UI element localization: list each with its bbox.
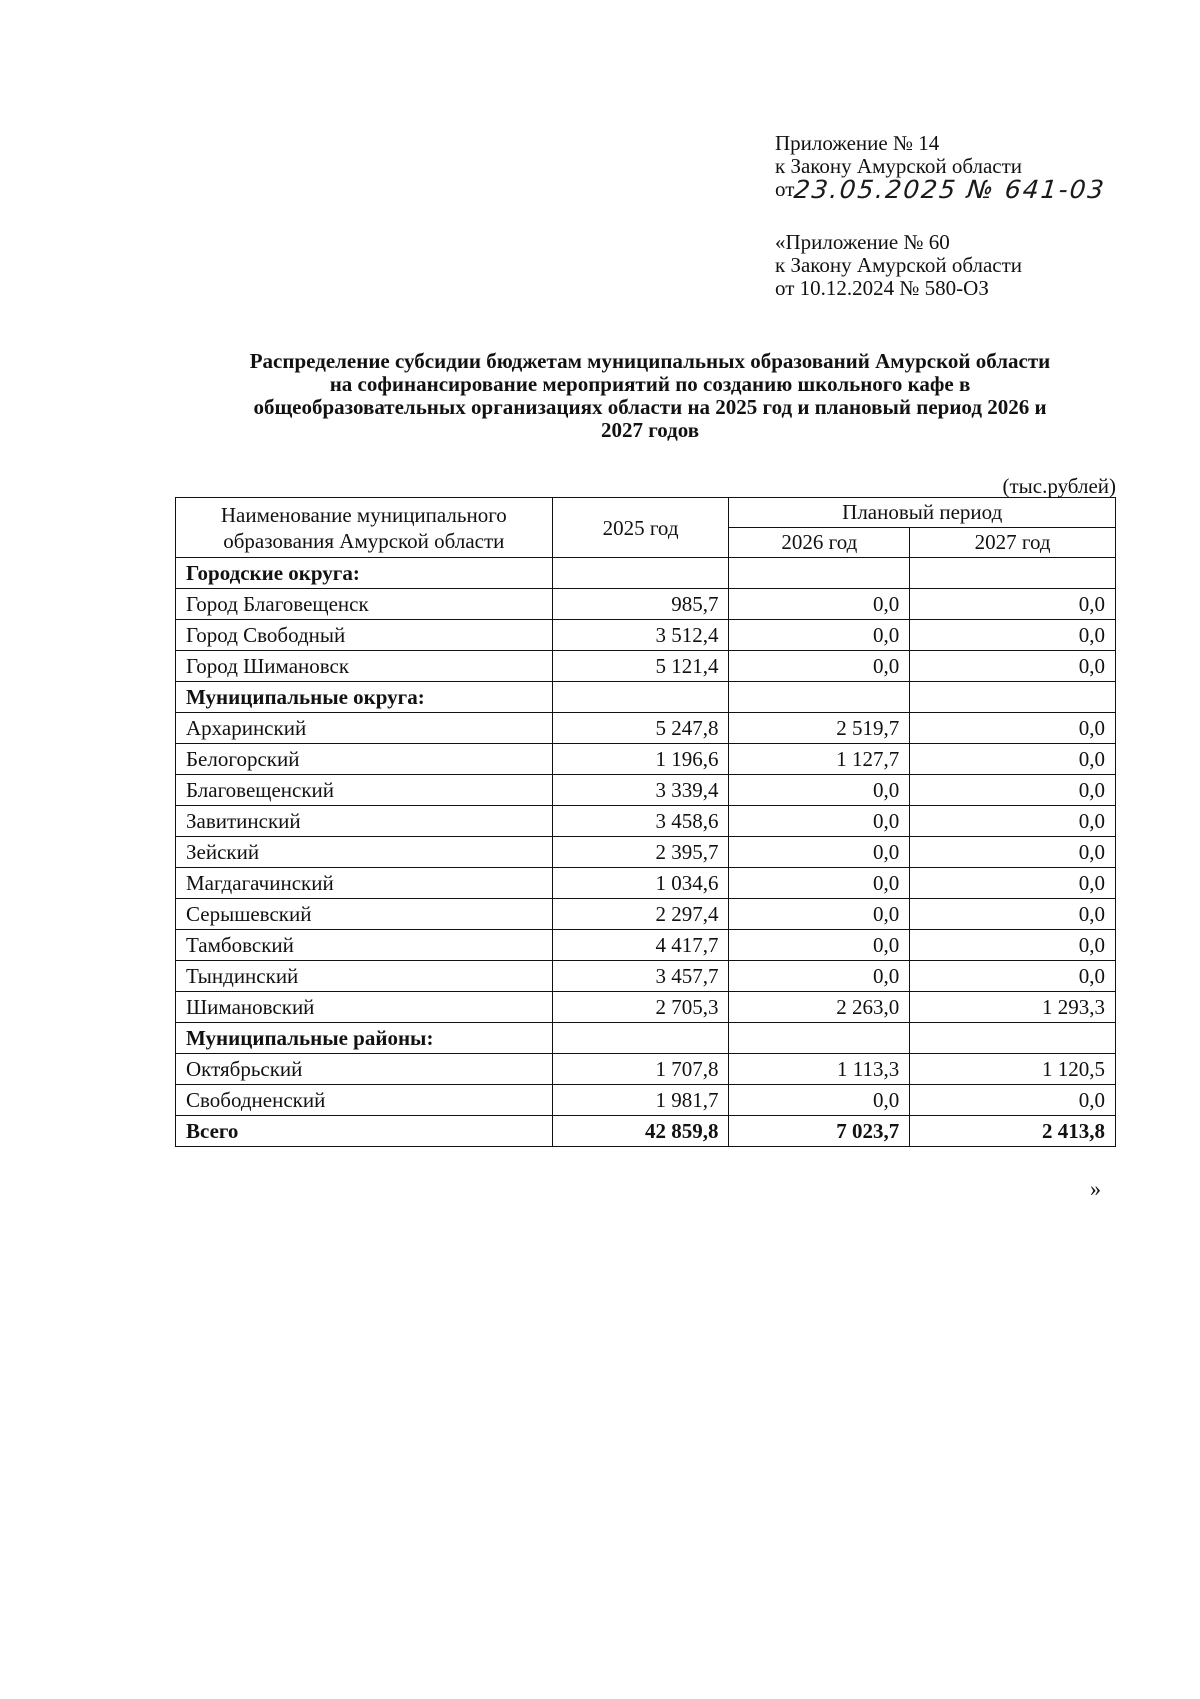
value-2026: 0,0 bbox=[729, 806, 910, 837]
value-2025: 3 458,6 bbox=[552, 806, 729, 837]
value-2025: 3 457,7 bbox=[552, 961, 729, 992]
group-header-row bbox=[176, 682, 1116, 713]
value-2026: 1 127,7 bbox=[729, 744, 910, 775]
table-row bbox=[176, 775, 1116, 806]
value-2027: 1 120,5 bbox=[910, 1054, 1116, 1085]
value-2026 bbox=[729, 682, 910, 713]
value-2025: 1 981,7 bbox=[552, 1085, 729, 1116]
table-row bbox=[176, 1054, 1116, 1085]
value-2027: 0,0 bbox=[910, 837, 1116, 868]
value-2027: 0,0 bbox=[910, 806, 1116, 837]
value-2025: 5 247,8 bbox=[552, 713, 729, 744]
value-2026 bbox=[729, 558, 910, 589]
title-line-2: на софинансирование мероприятий по созданию школьного кафе в bbox=[329, 372, 971, 396]
table-row bbox=[176, 620, 1116, 651]
appendix-date-line bbox=[775, 175, 1108, 204]
value-2025 bbox=[552, 682, 729, 713]
appendix-date-prefix: от bbox=[775, 177, 795, 201]
prev-appendix-number: «Приложение № 60 bbox=[775, 230, 950, 254]
municipality-name: Город Шимановск bbox=[176, 651, 553, 682]
municipality-name: Архаринский bbox=[176, 713, 553, 744]
total-2026: 7 023,7 bbox=[729, 1116, 910, 1147]
value-2026: 0,0 bbox=[729, 899, 910, 930]
header-planned-period: Плановый период bbox=[729, 498, 1116, 528]
table-row bbox=[176, 930, 1116, 961]
prev-appendix-date: от 10.12.2024 № 580-ОЗ bbox=[775, 276, 989, 300]
value-2026: 2 263,0 bbox=[729, 992, 910, 1023]
prev-appendix-law-ref: к Закону Амурской области bbox=[775, 253, 1023, 277]
municipality-name: Серышевский bbox=[176, 899, 553, 930]
value-2027: 0,0 bbox=[910, 899, 1116, 930]
value-2026: 0,0 bbox=[729, 961, 910, 992]
table-row bbox=[176, 837, 1116, 868]
table-row bbox=[176, 961, 1116, 992]
value-2025: 2 705,3 bbox=[552, 992, 729, 1023]
value-2026: 0,0 bbox=[729, 651, 910, 682]
municipality-name: Магдагачинский bbox=[176, 868, 553, 899]
header-2027: 2027 год bbox=[910, 528, 1116, 558]
total-row bbox=[176, 1116, 1116, 1147]
value-2027: 0,0 bbox=[910, 744, 1116, 775]
header-2026: 2026 год bbox=[729, 528, 910, 558]
value-2025: 1 034,6 bbox=[552, 868, 729, 899]
value-2025: 3 512,4 bbox=[552, 620, 729, 651]
value-2025: 1 196,6 bbox=[552, 744, 729, 775]
appendix-law-ref: к Закону Амурской области bbox=[775, 154, 1023, 178]
municipality-name: Свободненский bbox=[176, 1085, 553, 1116]
value-2027: 0,0 bbox=[910, 713, 1116, 744]
total-2027: 2 413,8 bbox=[910, 1116, 1116, 1147]
value-2027: 0,0 bbox=[910, 1085, 1116, 1116]
value-2025: 2 297,4 bbox=[552, 899, 729, 930]
value-2025: 5 121,4 bbox=[552, 651, 729, 682]
closing-quote: » bbox=[1090, 1176, 1101, 1201]
municipality-name: Зейский bbox=[176, 837, 553, 868]
value-2026: 0,0 bbox=[729, 589, 910, 620]
value-2026: 0,0 bbox=[729, 775, 910, 806]
value-2025 bbox=[552, 1023, 729, 1054]
municipality-name: Муниципальные районы: bbox=[176, 1023, 553, 1054]
value-2026: 0,0 bbox=[729, 1085, 910, 1116]
group-header-row bbox=[176, 558, 1116, 589]
value-2025: 4 417,7 bbox=[552, 930, 729, 961]
table-row bbox=[176, 806, 1116, 837]
title-line-3: общеобразовательных организациях области на 2025 год и плановый период 2026 и bbox=[253, 395, 1047, 419]
value-2026: 0,0 bbox=[729, 868, 910, 899]
municipality-name: Тамбовский bbox=[176, 930, 553, 961]
table-row bbox=[176, 992, 1116, 1023]
table-row bbox=[176, 744, 1116, 775]
table-row bbox=[176, 868, 1116, 899]
title-line-4: 2027 годов bbox=[600, 418, 700, 442]
header-2025: 2025 год bbox=[552, 498, 729, 558]
municipality-name: Шимановский bbox=[176, 992, 553, 1023]
table-row bbox=[176, 713, 1116, 744]
value-2026: 0,0 bbox=[729, 620, 910, 651]
table-row bbox=[176, 1085, 1116, 1116]
document-title bbox=[180, 350, 1120, 442]
value-2025: 985,7 bbox=[552, 589, 729, 620]
municipality-name: Город Свободный bbox=[176, 620, 553, 651]
value-2025: 3 339,4 bbox=[552, 775, 729, 806]
handwritten-date-number: 23.05.2025 № 641-03 bbox=[792, 175, 1108, 204]
value-2026: 1 113,3 bbox=[729, 1054, 910, 1085]
group-header-row bbox=[176, 1023, 1116, 1054]
value-2027: 0,0 bbox=[910, 775, 1116, 806]
value-2027: 0,0 bbox=[910, 930, 1116, 961]
appendix-current-header bbox=[775, 131, 1108, 204]
table-header-row bbox=[176, 498, 1116, 528]
value-2027 bbox=[910, 558, 1116, 589]
value-2027: 0,0 bbox=[910, 589, 1116, 620]
subsidy-table bbox=[175, 497, 1116, 1147]
value-2027: 0,0 bbox=[910, 868, 1116, 899]
appendix-number: Приложение № 14 bbox=[775, 131, 940, 155]
value-2027: 0,0 bbox=[910, 651, 1116, 682]
total-2025: 42 859,8 bbox=[552, 1116, 729, 1147]
municipality-name: Благовещенский bbox=[176, 775, 553, 806]
value-2025: 2 395,7 bbox=[552, 837, 729, 868]
title-line-1: Распределение субсидии бюджетам муниципальных образований Амурской области bbox=[249, 349, 1051, 373]
value-2026 bbox=[729, 1023, 910, 1054]
units-label: (тыс.рублей) bbox=[1002, 474, 1116, 498]
value-2026: 2 519,7 bbox=[729, 713, 910, 744]
municipality-name: Завитинский bbox=[176, 806, 553, 837]
municipality-name: Белогорский bbox=[176, 744, 553, 775]
municipality-name: Муниципальные округа: bbox=[176, 682, 553, 713]
header-municipality: Наименование муниципального образования Амурской области bbox=[176, 498, 553, 558]
total-label: Всего bbox=[176, 1116, 553, 1147]
municipality-name: Городские округа: bbox=[176, 558, 553, 589]
municipality-name: Октябрьский bbox=[176, 1054, 553, 1085]
table-row bbox=[176, 651, 1116, 682]
value-2025 bbox=[552, 558, 729, 589]
value-2025: 1 707,8 bbox=[552, 1054, 729, 1085]
table-row bbox=[176, 899, 1116, 930]
appendix-previous-header bbox=[775, 231, 1022, 300]
municipality-name: Тындинский bbox=[176, 961, 553, 992]
table-row bbox=[176, 589, 1116, 620]
value-2027: 1 293,3 bbox=[910, 992, 1116, 1023]
table-body bbox=[176, 558, 1116, 1147]
value-2027: 0,0 bbox=[910, 961, 1116, 992]
value-2026: 0,0 bbox=[729, 837, 910, 868]
municipality-name: Город Благовещенск bbox=[176, 589, 553, 620]
value-2027 bbox=[910, 1023, 1116, 1054]
value-2026: 0,0 bbox=[729, 930, 910, 961]
value-2027: 0,0 bbox=[910, 620, 1116, 651]
value-2027 bbox=[910, 682, 1116, 713]
